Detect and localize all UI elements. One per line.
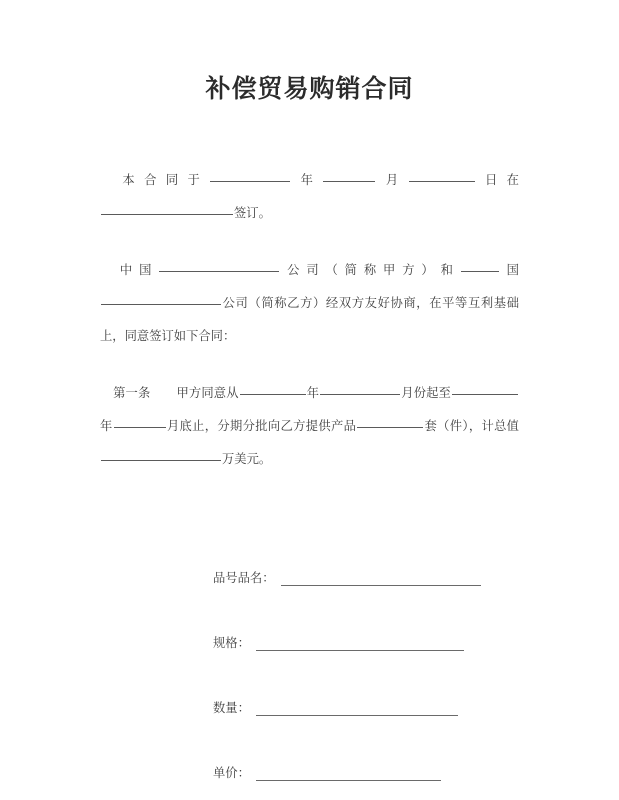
blank-field-place[interactable] <box>101 201 233 215</box>
document-body <box>0 164 619 781</box>
paragraph-article-one <box>100 377 519 476</box>
field-label-specification: 规格： <box>213 636 250 650</box>
text-run: 签订。 <box>234 206 271 220</box>
blank-field-start-month[interactable] <box>320 381 400 395</box>
field-input-quantity[interactable] <box>256 701 458 716</box>
blank-field-total-value[interactable] <box>101 447 221 461</box>
blank-field-party-b-company[interactable] <box>101 291 221 305</box>
paragraph-parties <box>100 254 519 353</box>
field-input-unit-price[interactable] <box>256 766 441 781</box>
blank-field-year[interactable] <box>210 168 290 182</box>
field-input-item-name[interactable] <box>281 571 481 586</box>
text-run: 中国 <box>113 263 159 277</box>
field-label-quantity: 数量： <box>213 701 250 715</box>
text-run: 甲方同意从 <box>176 386 239 400</box>
text-run: 年 <box>306 386 320 400</box>
text-run: 日在 <box>475 173 519 187</box>
text-run: 月底止，分期分批向乙方提供产品 <box>166 419 357 433</box>
text-run: 套（件），计总值 <box>424 419 519 433</box>
field-row-item-name <box>213 521 519 586</box>
blank-field-end-year[interactable] <box>452 381 518 395</box>
text-run: 月 <box>376 173 408 187</box>
field-input-specification[interactable] <box>256 636 464 651</box>
text-run: 月份起至 <box>401 386 451 400</box>
blank-field-quantity-sets[interactable] <box>357 414 423 428</box>
field-label-item-name: 品号品名： <box>213 571 275 585</box>
field-row-quantity <box>213 651 519 716</box>
blank-field-month[interactable] <box>323 168 375 182</box>
field-row-specification <box>213 586 519 651</box>
blank-field-party-a-company[interactable] <box>159 258 279 272</box>
text-run: 本合同于 <box>113 173 210 187</box>
text-run: 年 <box>291 173 323 187</box>
text-run: 年 <box>100 419 113 433</box>
blank-field-party-b-country[interactable] <box>461 258 499 272</box>
blank-field-end-month[interactable] <box>114 414 166 428</box>
article-number: 第一条 <box>113 386 151 400</box>
field-row-unit-price <box>213 716 519 781</box>
text-run: 国 <box>499 263 519 277</box>
blank-field-day[interactable] <box>409 168 475 182</box>
text-run: 公司（简称乙方）经双方友好协商，在平等互利基础上，同意签订如下合同： <box>100 296 519 343</box>
product-detail-fields <box>100 521 519 781</box>
page-title: 补偿贸易购销合同 <box>205 74 414 103</box>
paragraph-signing-date <box>100 164 519 230</box>
text-run: 万美元。 <box>222 452 272 466</box>
blank-field-start-year[interactable] <box>240 381 306 395</box>
text-run: 公司（简称甲方）和 <box>280 263 460 277</box>
field-label-unit-price: 单价： <box>213 766 250 780</box>
